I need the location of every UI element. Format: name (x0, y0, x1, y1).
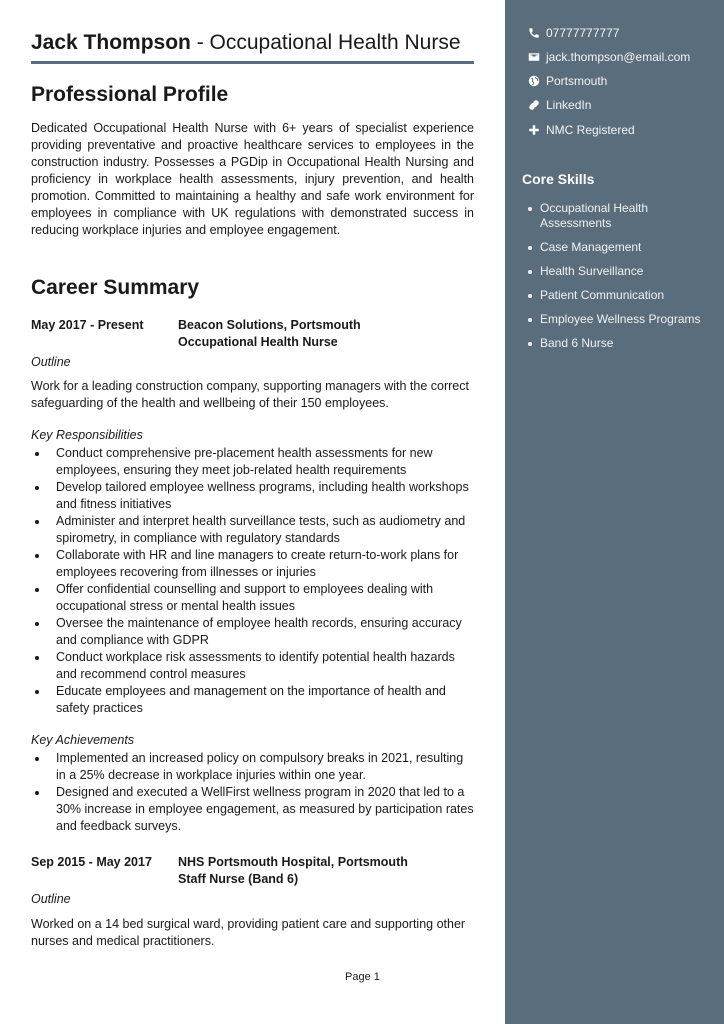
list-item: Conduct comprehensive pre-placement health assessments for new employees, ensuring they meet job-related health requirements (31, 445, 474, 479)
list-item: Implemented an increased policy on compulsory breaks in 2021, resulting in a 25% decrease in workplace injuries within one year. (31, 750, 474, 784)
job2-role: Staff Nurse (Band 6) (178, 872, 299, 886)
phone-icon (527, 26, 541, 40)
globe-icon (527, 74, 541, 88)
list-item: Patient Communication (527, 288, 717, 303)
profile-text: Dedicated Occupational Health Nurse with 6+ years of specialist experience providing preventative and proactive healthcare services to employees in the construction industry. Possesses a PGDip in Occupational Health Nursing and proficiency in workplace health assessments, injury prevention, and health promotion. Committed to maintaining a healthy and safe work environment for employees in compliance with UK regulations with demonstrated success in reducing workplace injuries and employee engagement. (31, 121, 474, 237)
linkedin-link[interactable]: LinkedIn (546, 98, 592, 112)
email-link[interactable]: jack.thompson@email.com (546, 50, 691, 64)
job2-outline-label: Outline (31, 892, 71, 906)
list-item: Develop tailored employee wellness programs, including health workshops and fitness initiatives (31, 479, 474, 513)
location-text: Portsmouth (546, 74, 608, 88)
list-item: Collaborate with HR and line managers to create return-to-work plans for employees recovering from illnesses or injuries (31, 547, 474, 581)
contact-linkedin[interactable] (527, 98, 591, 112)
job1-responsibilities (31, 445, 474, 717)
list-item: Offer confidential counselling and support to employees dealing with occupational stress or mental health issues (31, 581, 474, 615)
list-item: Conduct workplace risk assessments to identify potential health hazards and recommend control measures (31, 649, 474, 683)
phone-text: 07777777777 (546, 26, 620, 40)
job2-dates: Sep 2015 - May 2017 (31, 855, 152, 869)
skills-list (527, 201, 717, 360)
list-item: Administer and interpret health surveillance tests, such as audiometry and spirometry, in compliance with regulatory standards (31, 513, 474, 547)
contact-phone (527, 26, 619, 40)
header-divider (31, 61, 474, 64)
sidebar (505, 0, 724, 1024)
job1-role: Occupational Health Nurse (178, 335, 338, 349)
job2-company: NHS Portsmouth Hospital, Portsmouth (178, 855, 408, 869)
career-heading: Career Summary (31, 276, 200, 299)
list-item: Oversee the maintenance of employee health records, ensuring accuracy and compliance with GDPR (31, 615, 474, 649)
list-item: Band 6 Nurse (527, 336, 717, 351)
list-item: Occupational Health Assessments (527, 201, 717, 231)
profile-heading: Professional Profile (31, 83, 229, 106)
job1-company: Beacon Solutions, Portsmouth (178, 318, 361, 332)
job2-outline: Worked on a 14 bed surgical ward, providing patient care and supporting other nurses and medical practitioners. (31, 917, 466, 948)
registration-text: NMC Registered (546, 123, 635, 137)
list-item: Employee Wellness Programs (527, 312, 717, 327)
list-item: Health Surveillance (527, 264, 717, 279)
list-item: Case Management (527, 240, 717, 255)
page-title (31, 31, 461, 55)
list-item: Educate employees and management on the importance of health and safety practices (31, 683, 474, 717)
job1-achievements (31, 750, 474, 835)
job-title: - Occupational Health Nurse (190, 31, 461, 54)
job1-dates: May 2017 - Present (31, 318, 144, 332)
contact-registration (527, 123, 635, 137)
envelope-icon (527, 50, 541, 64)
job1-achievements-label: Key Achievements (31, 733, 135, 747)
candidate-name: Jack Thompson (31, 31, 191, 54)
link-icon (527, 98, 541, 112)
job1-responsibilities-label: Key Responsibilities (31, 428, 143, 442)
plus-icon (527, 123, 541, 137)
contact-email[interactable] (527, 50, 690, 64)
job1-outline-label: Outline (31, 355, 71, 369)
job1-outline: Work for a leading construction company, supporting managers with the correct safeguarding of the health and wellbeing of their 150 employees. (31, 379, 469, 410)
contact-location (527, 74, 607, 88)
list-item: Designed and executed a WellFirst wellness program in 2020 that led to a 30% increase in employee engagement, as measured by participation rates and feedback surveys. (31, 784, 474, 835)
page-number: Page 1 (345, 971, 380, 983)
skills-heading: Core Skills (522, 171, 595, 187)
